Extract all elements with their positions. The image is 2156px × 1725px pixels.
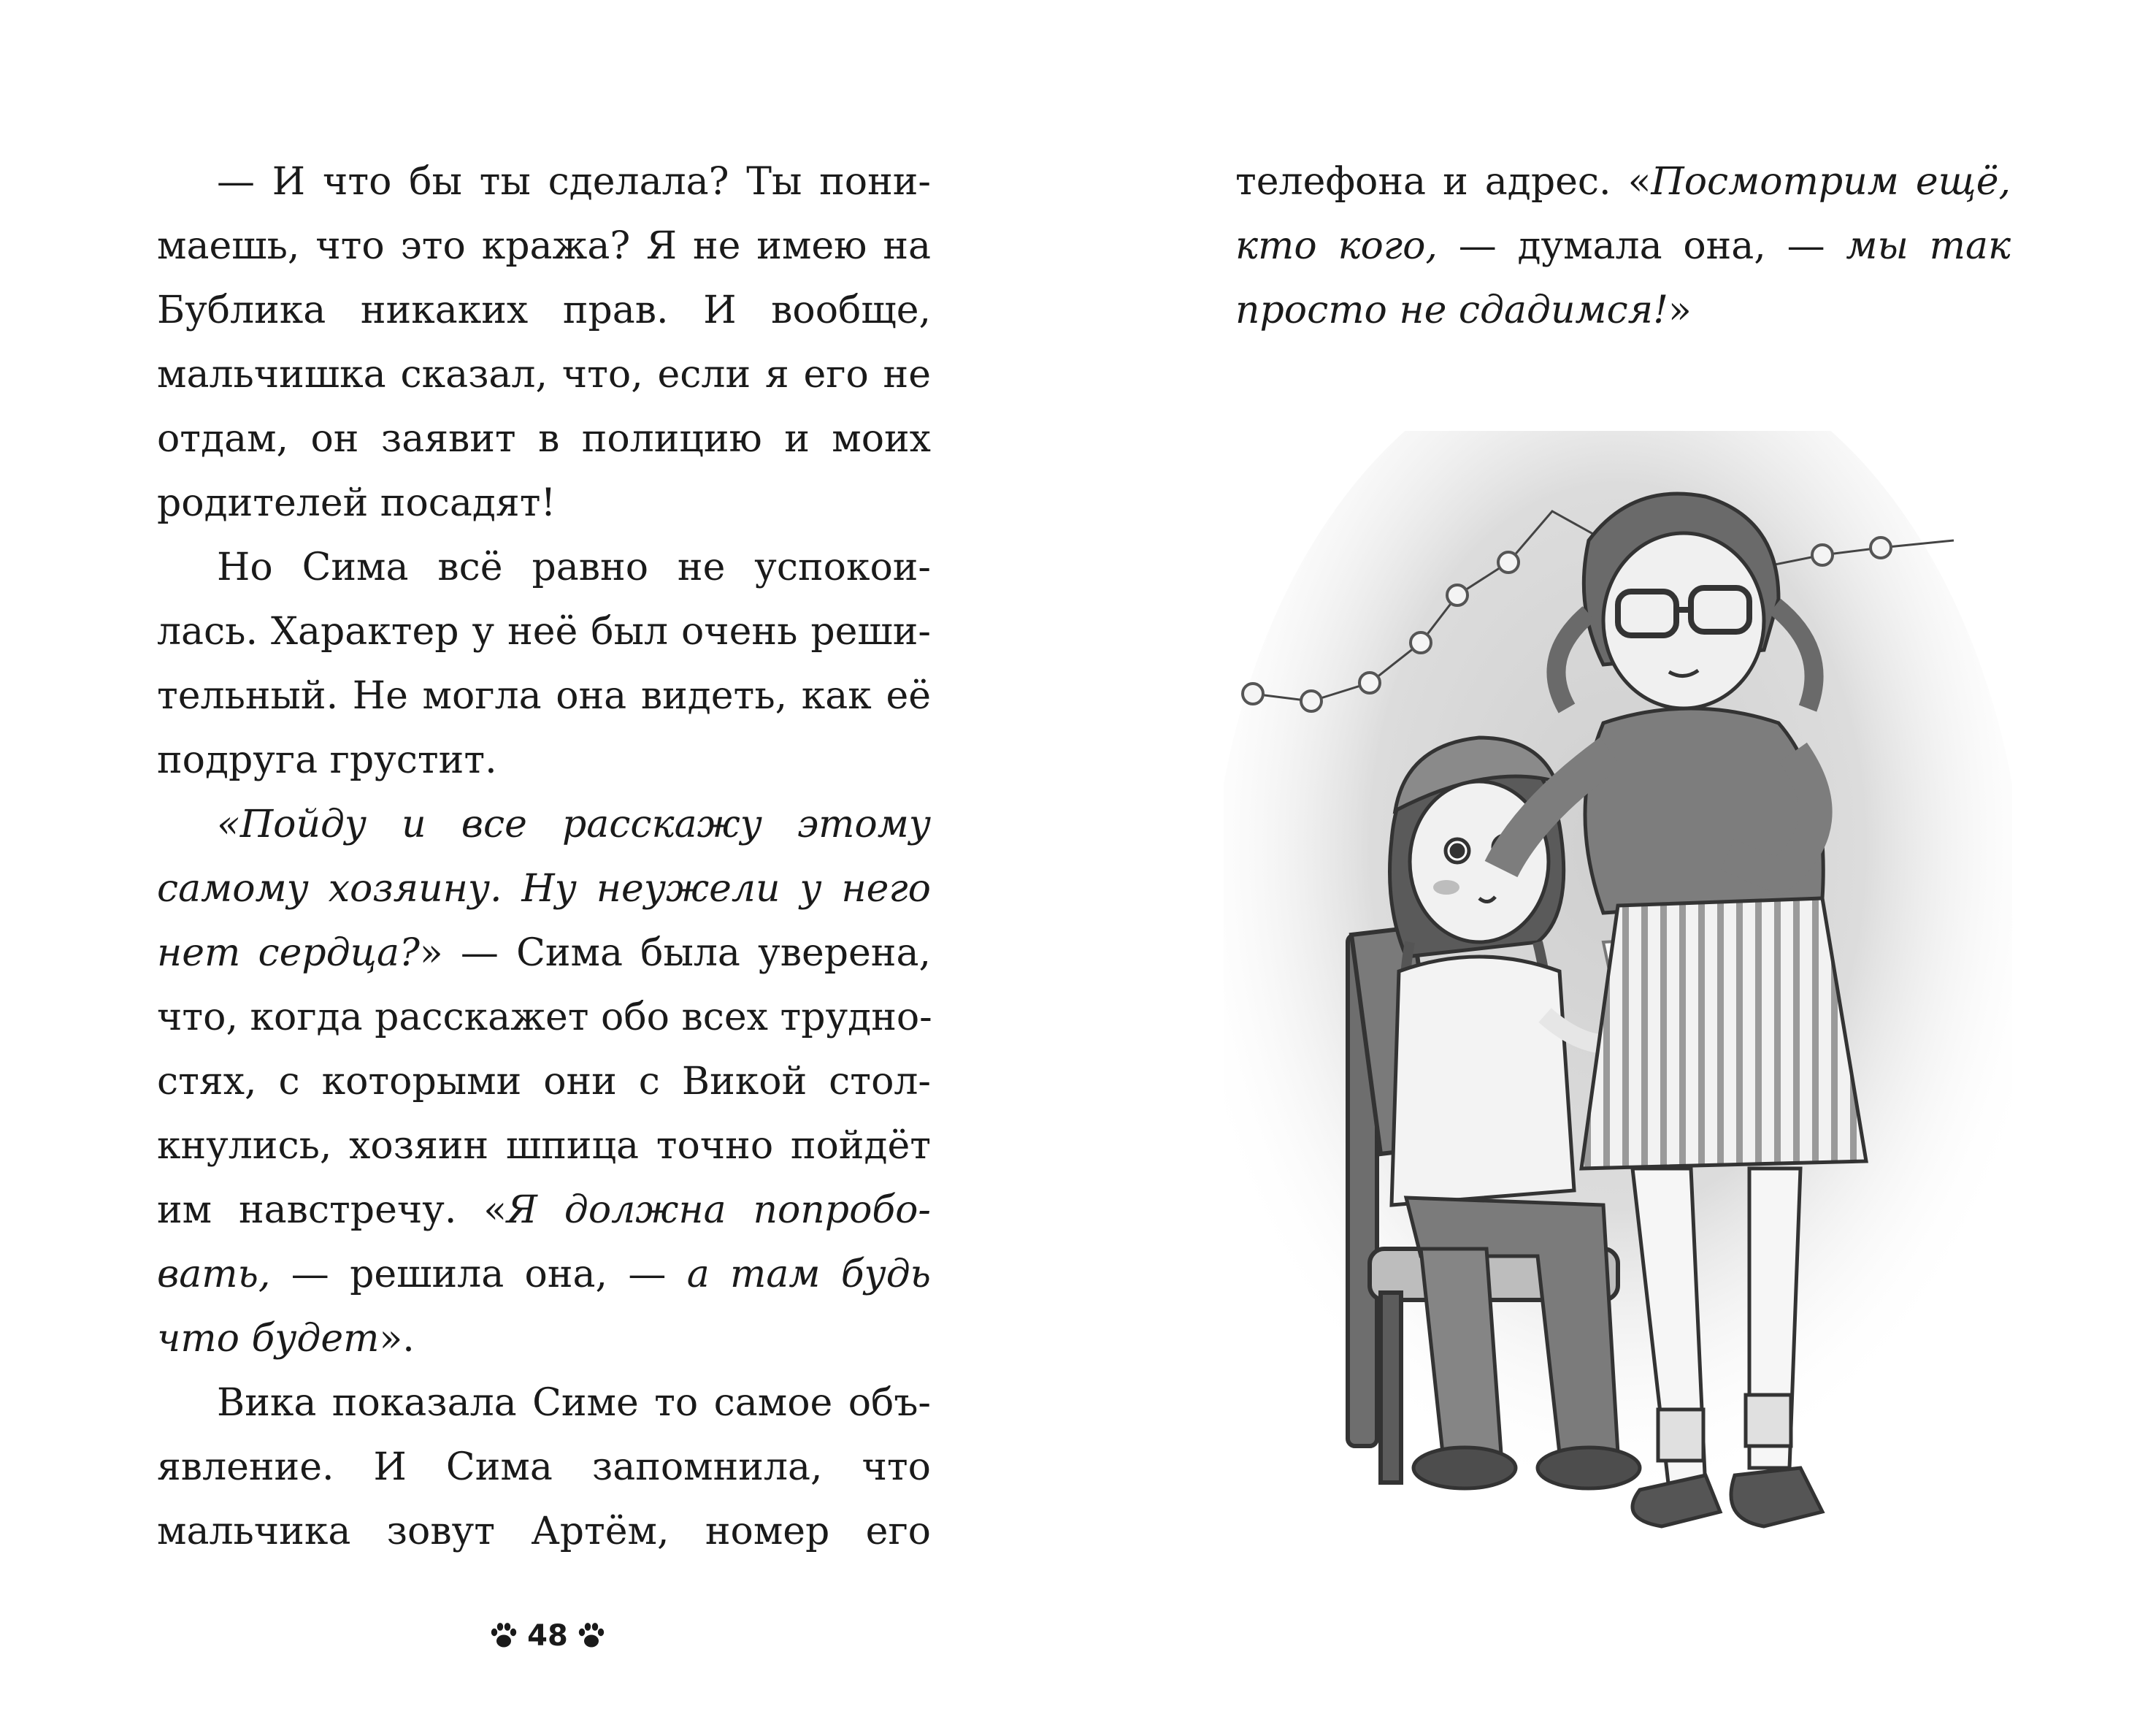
- paw-print-icon: [488, 1620, 520, 1652]
- left-page-text: [157, 150, 931, 1564]
- text-line: [157, 1242, 931, 1307]
- text-line: Бублика никаких прав. И вообще,: [157, 288, 931, 332]
- text-run: телефона и адрес. «: [1235, 160, 1651, 204]
- italic-text: а там будь: [686, 1252, 931, 1296]
- italic-text: что будет: [157, 1317, 380, 1361]
- text-line: [1235, 150, 2011, 214]
- text-line: кнулись, хозяин шпица точно пойдёт: [157, 1124, 931, 1168]
- italic-text: мы так: [1846, 224, 2011, 268]
- text-line: лась. Характер у неё был очень реши-: [157, 610, 931, 654]
- right-page-text: [1235, 150, 2011, 343]
- text-line: [157, 857, 931, 921]
- text-line: [1235, 278, 2011, 343]
- right-page: [1078, 0, 2156, 1725]
- italic-text: самому хозяину. Ну неужели у него: [157, 867, 931, 911]
- page-number-text: 48: [527, 1619, 568, 1653]
- text-line: [1235, 214, 2011, 278]
- italic-text: просто не сдадимся!: [1235, 288, 1668, 332]
- text-line: — И что бы ты сделала? Ты пони-: [217, 160, 931, 204]
- italic-text: Посмотрим ещё,: [1651, 160, 2011, 204]
- text-run: » — Сима была уверена,: [419, 931, 931, 975]
- text-run: — думала она, —: [1437, 224, 1846, 268]
- text-run: ».: [379, 1317, 415, 1361]
- text-line: [157, 921, 931, 985]
- text-line: [157, 792, 931, 857]
- page-number: [482, 1610, 613, 1661]
- text-line: отдам, он заявит в полицию и моих: [157, 417, 931, 461]
- text-line: мальчика зовут Артём, номер его: [157, 1510, 931, 1553]
- text-line: Вика показала Симе то самое объ-: [217, 1381, 931, 1425]
- text-line: [157, 1307, 931, 1371]
- text-line: что, когда расскажет обо всех трудно-: [157, 995, 932, 1039]
- text-line: маешь, что это кража? Я не имею на: [157, 224, 931, 268]
- text-run: »: [1668, 288, 1692, 332]
- italic-text: нет сердца?: [157, 931, 420, 975]
- text-line: Но Сима всё равно не успокои-: [217, 546, 931, 589]
- text-line: [157, 1178, 931, 1242]
- text-line: явление. И Сима запомнила, что: [157, 1445, 931, 1489]
- paw-print-icon: [575, 1620, 607, 1652]
- illustration-two-girls-icon: [1224, 431, 2012, 1570]
- italic-text: «Пойду и все расскажу этому: [217, 803, 931, 846]
- text-line: тельный. Не могла она видеть, как её: [157, 674, 931, 718]
- text-line: стях, с которыми они с Викой стол-: [157, 1060, 931, 1104]
- text-run: — решила она, —: [270, 1252, 687, 1296]
- italic-text: Я должна попробо-: [507, 1188, 931, 1232]
- text-line: мальчишка сказал, что, если я его не: [157, 353, 931, 397]
- italic-text: кто кого,: [1235, 224, 1438, 268]
- text-line: подруга грустит.: [157, 738, 497, 782]
- text-line: родителей посадят!: [157, 481, 556, 525]
- text-run: им навстречу. «: [157, 1188, 507, 1232]
- italic-text: вать,: [157, 1252, 271, 1296]
